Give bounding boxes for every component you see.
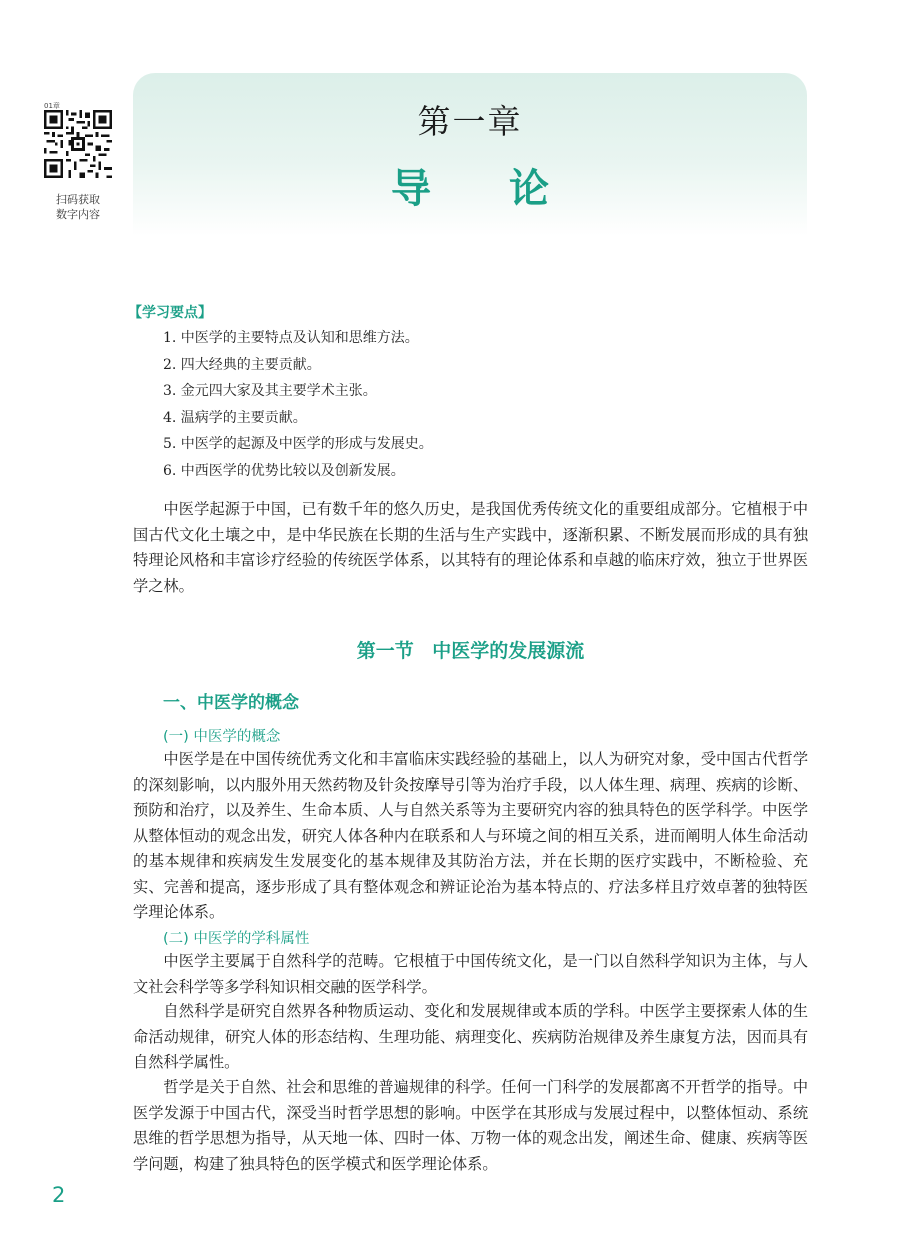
key-point-item: 5. 中医学的起源及中医学的形成与发展史。	[163, 436, 433, 452]
page-number: 2	[52, 1183, 66, 1207]
qr-caption-line2: 数字内容	[56, 208, 100, 221]
sub1-paragraph: 中医学是在中国传统优秀文化和丰富临床实践经验的基础上，以人为研究对象，受中国古代哲学的深刻影响，以内服外用天然药物及针灸按摩导引等为治疗手段，以人体生理、病理、疾病的诊断、预防和治疗，以及养生、生命本质、人与自然关系等为主要研究内容的独具特色的医学科学。中医学从整体恒动的观念出发，研究人体各种内在联系和人与环境之间的相互关系，进而阐明人体生命活动的基本规律和疾病发生发展变化的基本规律及其防治方法，并在长期的医疗实践中，不断检验、充实、完善和提高，逐步形成了具有整体观念和辨证论治为基本特点的、疗法多样且疗效卓著的独特医学理论体系。	[133, 750, 808, 921]
subsection-title: 一、中医学的概念	[163, 693, 299, 713]
qr-caption	[40, 192, 116, 222]
sub2-paragraph-3: 哲学是关于自然、社会和思维的普遍规律的科学。任何一门科学的发展都离不开哲学的指导。中医学发源于中国古代，深受当时哲学思想的影响。中医学在其形成与发展过程中，以整体恒动、系统思维的哲学思想为指导，从天地一体、四时一体、万物一体的观念出发，阐述生命、健康、疾病等医学问题，构建了独具特色的医学模式和医学理论体系。	[133, 1078, 808, 1173]
sub2-heading: (二) 中医学的学科属性	[163, 931, 310, 947]
qr-caption-line1: 扫码获取	[56, 193, 100, 206]
key-point-item: 1. 中医学的主要特点及认知和思维方法。	[163, 330, 419, 346]
qr-code-icon[interactable]	[44, 110, 112, 178]
qr-tag: 01章	[44, 102, 60, 110]
intro-paragraph: 中医学起源于中国，已有数千年的悠久历史，是我国优秀传统文化的重要组成部分。它植根于中国古代文化土壤之中，是中华民族在长期的生活与生产实践中，逐渐积累、不断发展而形成的具有独特理论风格和丰富诊疗经验的传统医学体系，以其特有的理论体系和卓越的临床疗效，独立于世界医学之林。	[133, 500, 808, 595]
key-points-heading: 【学习要点】	[128, 305, 212, 321]
key-point-item: 6. 中西医学的优势比较以及创新发展。	[163, 462, 405, 479]
chapter-number: 第一章	[417, 102, 523, 141]
qr-block	[40, 102, 116, 222]
sub2-paragraph-1: 中医学主要属于自然科学的范畴。它根植于中国传统文化，是一门以自然科学知识为主体，与人文社会科学等多学科知识相交融的医学科学。	[133, 952, 808, 996]
sub2-paragraph-2: 自然科学是研究自然界各种物质运动、变化和发展规律或本质的学科。中医学主要探索人体的生命活动规律，研究人体的形态结构、生理功能、病理变化、疾病防治规律及养生康复方法，因而具有自然科学属性。	[133, 1002, 808, 1071]
sub1-heading: (一) 中医学的概念	[163, 729, 281, 745]
key-points-list	[163, 325, 433, 484]
key-point-item: 4. 温病学的主要贡献。	[163, 409, 307, 426]
section-title: 第一节 中医学的发展源流	[356, 640, 585, 662]
key-point-item: 3. 金元四大家及其主要学术主张。	[163, 383, 377, 399]
key-point-item: 2. 四大经典的主要贡献。	[163, 356, 321, 373]
chapter-title: 导论	[391, 166, 627, 212]
